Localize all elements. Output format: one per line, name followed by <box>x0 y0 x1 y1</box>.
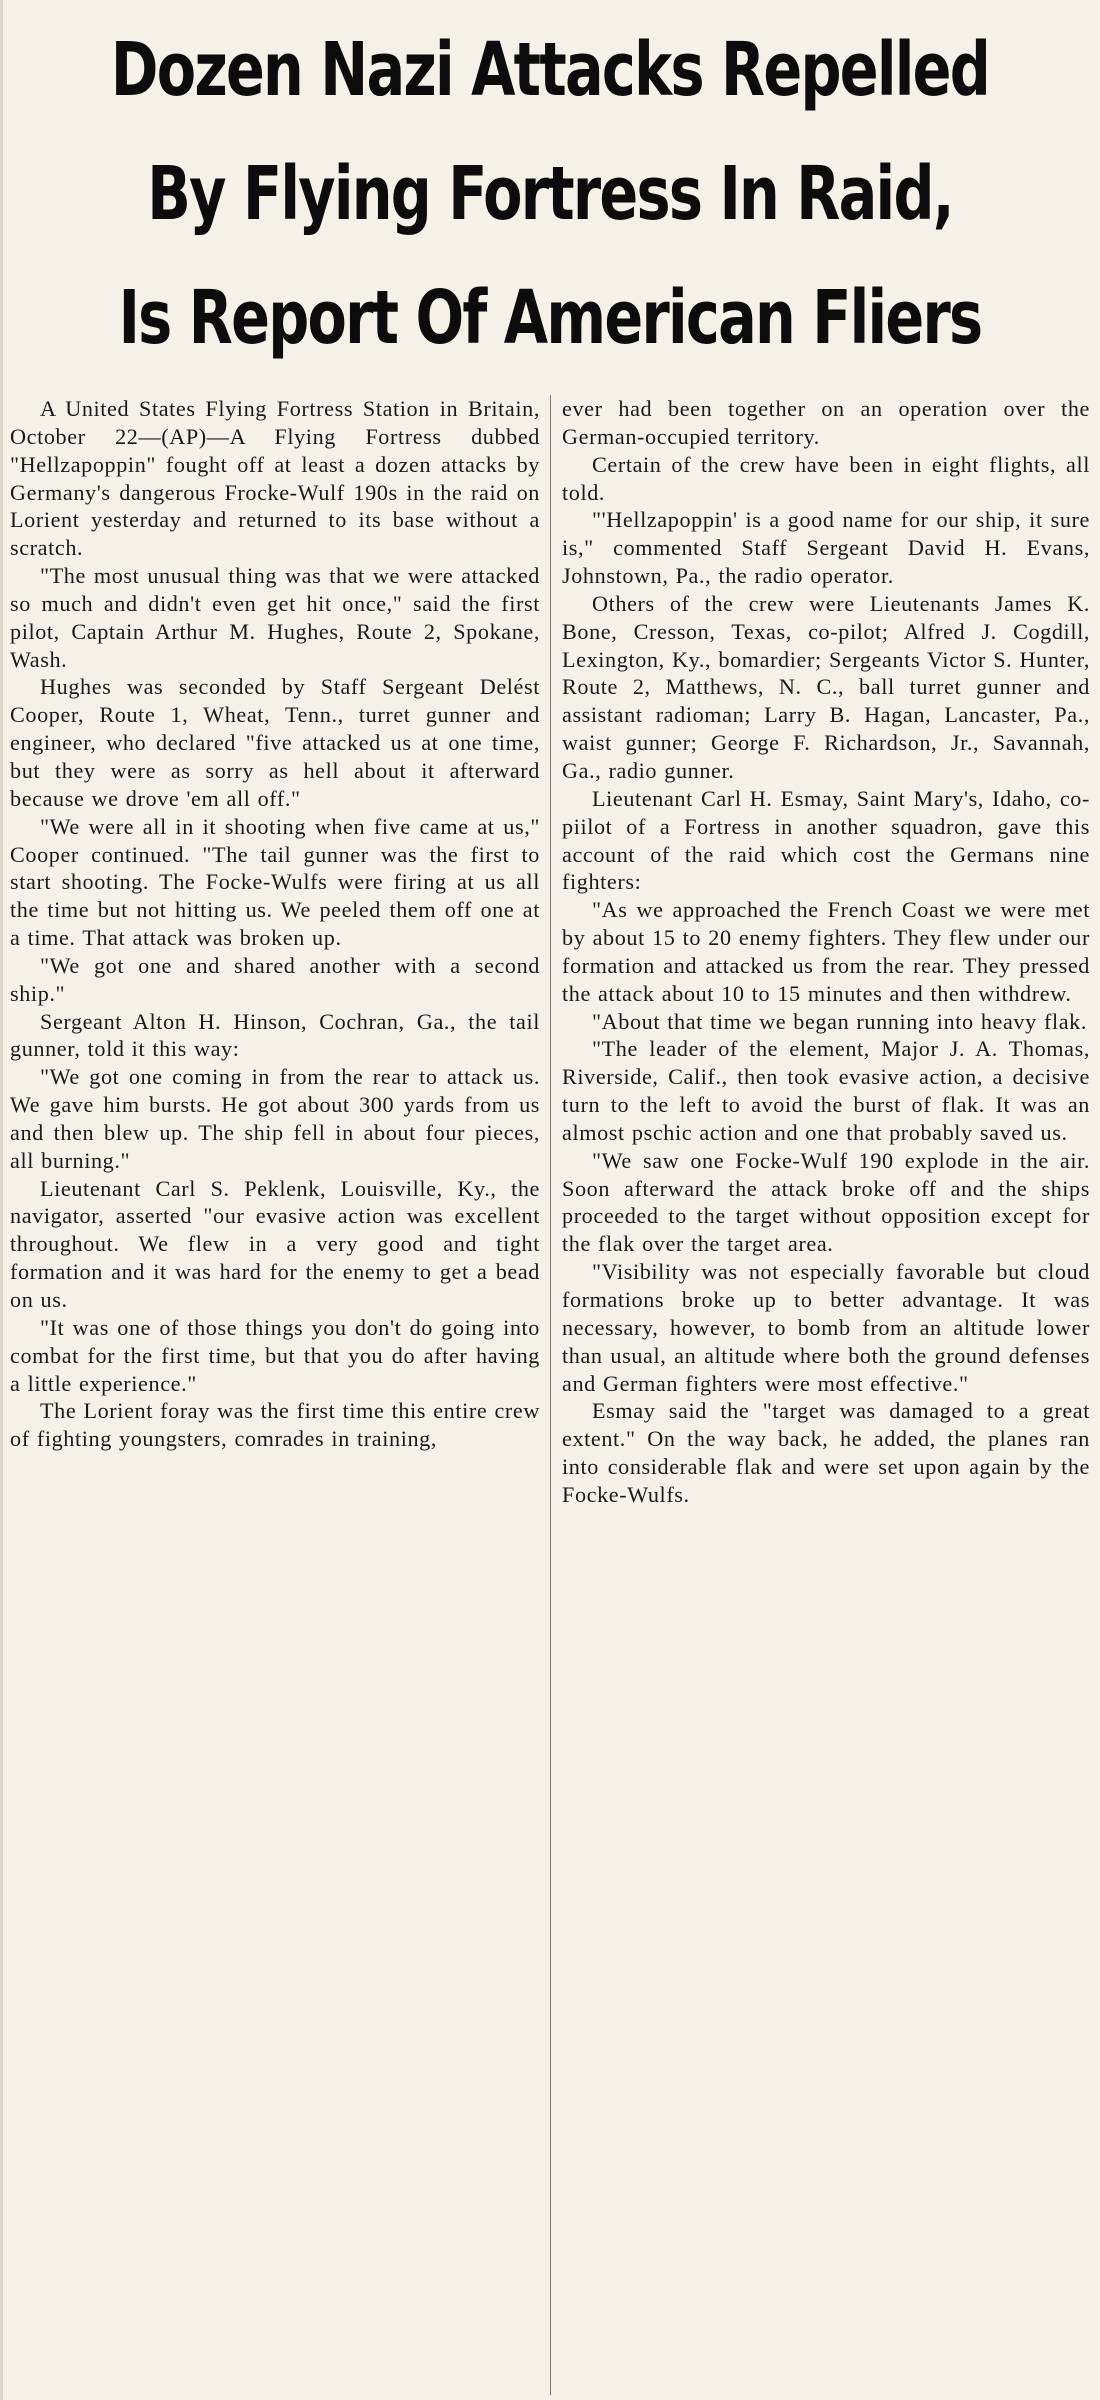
headline-line-3: Is Report Of American Fliers <box>118 275 982 361</box>
headline <box>86 8 1015 380</box>
paragraph: "Visibility was not especially favorable but cloud formations broke up to better advantage. It was necessary, however, to bomb from an altitude lower than usual, an altitude where both the ground defenses and German fighters were most effective." <box>562 1259 1090 1396</box>
paragraph: Sergeant Alton H. Hinson, Cochran, Ga., the tail gunner, told it this way: <box>10 1008 540 1062</box>
paragraph: "We were all in it shooting when five came at us," Cooper continued. "The tail gunner was the first to start shooting. The Focke-Wulfs were firing at us all the time but not hitting us. We peeled them off one at a time. That attack was broken up. <box>10 813 540 951</box>
headline-line-2: By Flying Fortress In Raid, <box>147 151 953 237</box>
column-left <box>10 395 540 1453</box>
headline-line-1: Dozen Nazi Attacks Repelled <box>110 27 990 113</box>
paragraph: A United States Flying Fortress Station in Britain, October 22—(AP)—A Flying Fortress dubbed "Hellzapoppin" fought off at least a dozen attacks by Germany's dangerous Frocke-Wulf 190s in the raid on Lorient yesterday and returned to its base without a scratch. <box>10 396 540 561</box>
paragraph: "We got one and shared another with a second ship." <box>10 952 540 1006</box>
paragraph: Others of the crew were Lieutenants James K. Bone, Cresson, Texas, co-pilot; Alfred J. Cogdill, Lexington, Ky., bomardier; Sergeants Victor S. Hunter, Route 2, Matthews, N. C., ball turret gunner and assistant radioman; Larry B. Hagan, Lancaster, Pa., waist gunner; George F. Richardson, Jr., Savannah, Ga., radio gunner. <box>562 590 1090 783</box>
paragraph: "The leader of the element, Major J. A. Thomas, Riverside, Calif., then took evasive action, a decisive turn to the left to avoid the burst of flak. It was an almost pschic action and one that probably saved us. <box>562 1036 1090 1145</box>
paragraph: "The most unusual thing was that we were attacked so much and didn't even get hit once," said the first pilot, Captain Arthur M. Hughes, Route 2, Spokane, Wash. <box>10 563 540 672</box>
paragraph: Hughes was seconded by Staff Sergeant Delést Cooper, Route 1, Wheat, Tenn., turret gunner and engineer, who declared "five attacked us at one time, but they were as sorry as hell about it afterward because we drove 'em all off." <box>10 674 540 811</box>
article-body <box>10 395 1090 2395</box>
paragraph: Esmay said the "target was damaged to a great extent." On the way back, he added, the planes ran into considerable flak and were set upon again by the Focke-Wulfs. <box>562 1398 1090 1507</box>
column-right <box>562 395 1090 1509</box>
paragraph: "We got one coming in from the rear to attack us. We gave him bursts. He got about 300 yards from us and then blew up. The ship fell in about four pieces, all burning." <box>10 1064 540 1173</box>
column-rule <box>550 395 551 2395</box>
paragraph: "'Hellzapoppin' is a good name for our ship, it sure is," commented Staff Sergeant David H. Evans, Johnstown, Pa., the radio operator. <box>562 507 1090 589</box>
paragraph: "It was one of those things you don't do going into combat for the first time, but that you do after having a little experience." <box>10 1314 540 1396</box>
paragraph: Certain of the crew have been in eight flights, all told. <box>562 451 1090 505</box>
paragraph: Lieutenant Carl H. Esmay, Saint Mary's, Idaho, co-piilot of a Fortress in another squadron, gave this account of the raid which cost the Germans nine fighters: <box>562 785 1090 895</box>
paragraph: Lieutenant Carl S. Peklenk, Louisville, Ky., the navigator, asserted "our evasive action was excellent throughout. We flew in a very good and tight formation and it was hard for the enemy to get a bead on us. <box>10 1175 540 1312</box>
paragraph: "We saw one Focke-Wulf 190 explode in the air. Soon afterward the attack broke off and the ships proceeded to the target without opposition except for the flak over the target area. <box>562 1147 1090 1257</box>
paragraph: "About that time we began running into heavy flak. <box>592 1008 1088 1034</box>
paragraph-continued: ever had been together on an operation over the German-occupied territory. <box>562 396 1090 449</box>
paragraph: "As we approached the French Coast we were met by about 15 to 20 enemy fighters. They flew under our formation and attacked us from the rear. They pressed the attack about 10 to 15 minutes and then withdrew. <box>562 897 1090 1006</box>
paragraph: The Lorient foray was the first time this entire crew of fighting youngsters, comrades in training, <box>10 1398 540 1452</box>
